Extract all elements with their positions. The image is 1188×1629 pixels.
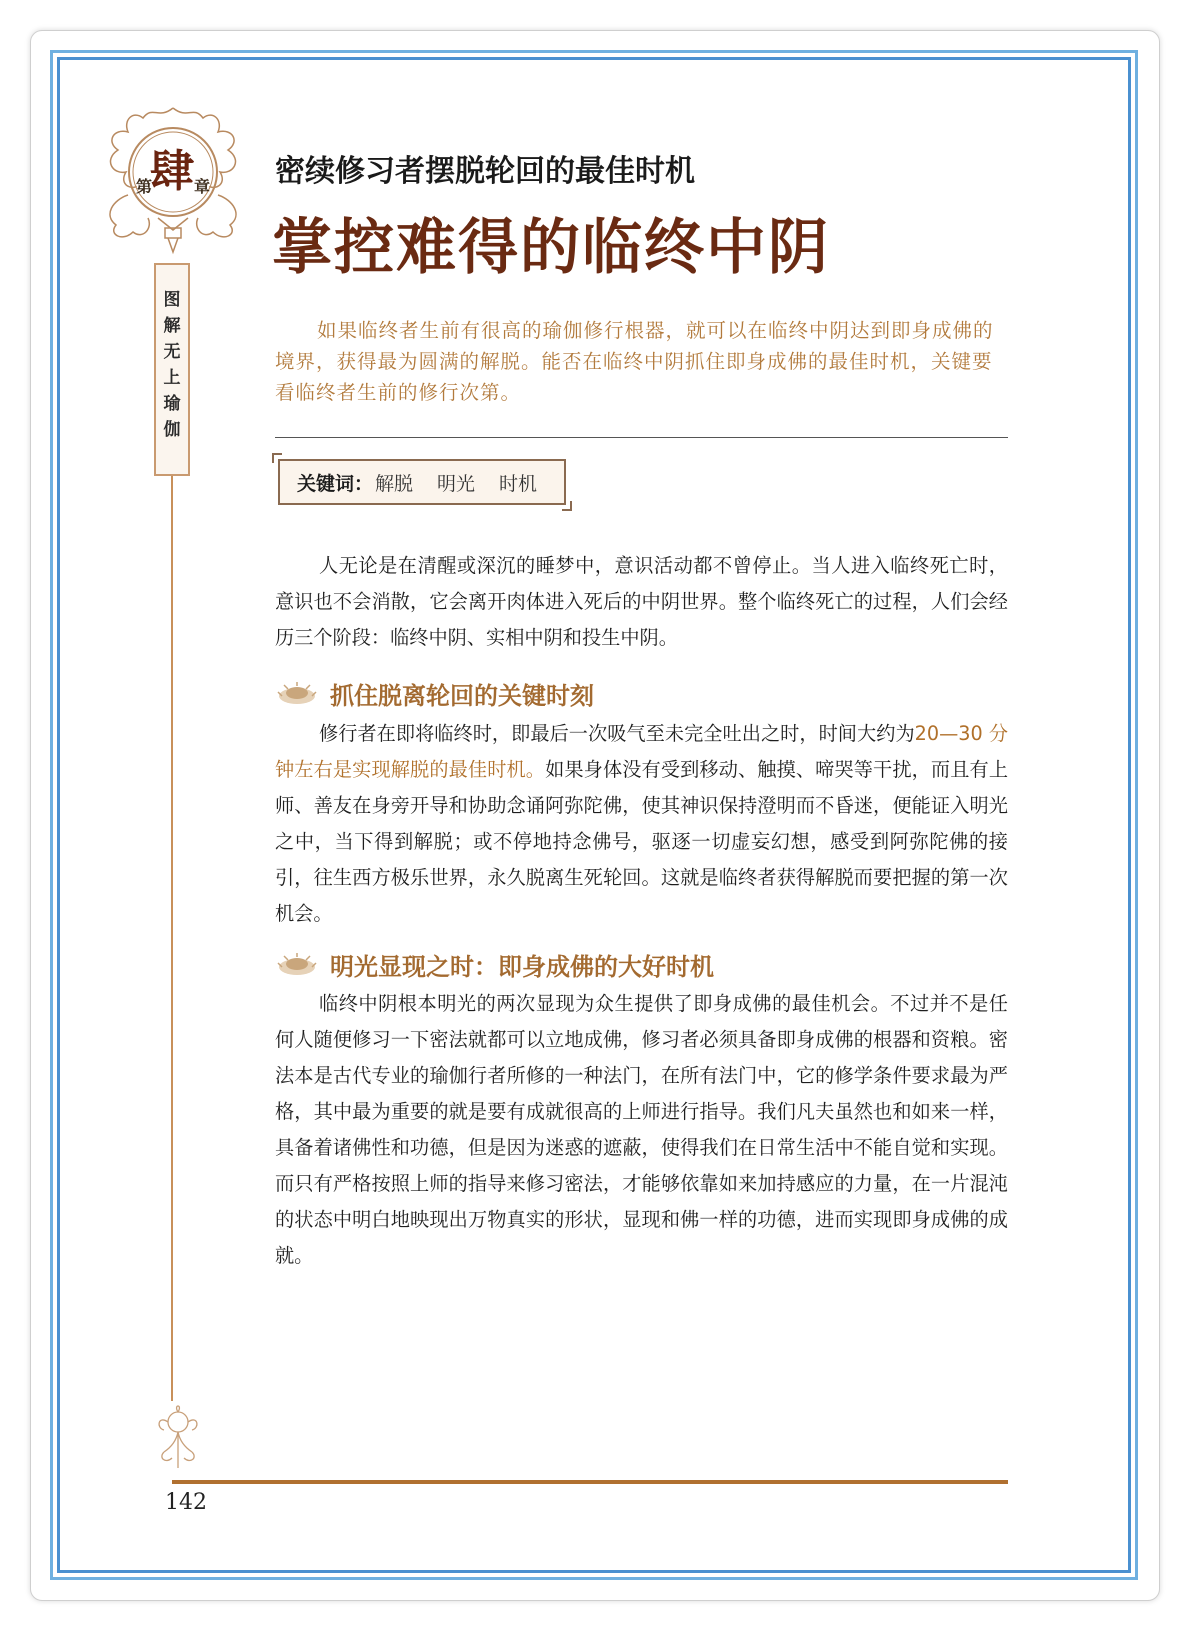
page-subtitle: 密续修习者摆脱轮回的最佳时机: [275, 154, 695, 189]
intro-paragraph: 如果临终者生前有很高的瑜伽修行根器，就可以在临终中阴达到即身成佛的境界，获得最为圆满的解脱。能否在临终中阴抓住即身成佛的最佳时机，关键要看临终者生前的修行次第。: [275, 319, 994, 404]
divider: [275, 437, 1008, 438]
section1-text-after: 如果身体没有受到移动、触摸、啼哭等干扰，而且有上师、善友在身旁开导和协助念诵阿弥陀佛，使其神识保持澄明而不昏迷，便能证入明光之中，当下得到解脱；或不停地持念佛号，驱逐一切虚妄幻想，感受到阿弥陀佛的接引，往生西方极乐世界，永久脱离生死轮回。这就是临终者获得解脱而要把握的第一次机会。: [275, 758, 1009, 925]
keyword-item: 解脱: [375, 473, 414, 495]
keywords-label: 关键词：: [297, 473, 374, 495]
chapter-prefix: 第: [136, 177, 153, 196]
side-label: [160, 287, 184, 443]
side-label-char: 图: [163, 290, 181, 310]
section1-highlight: 20—30 分钟左右是实现解脱的最佳时机。: [275, 722, 1009, 781]
side-label-char: 伽: [163, 420, 181, 440]
body-paragraph-1: 人无论是在清醒或深沉的睡梦中，意识活动都不曾停止。当人进入临终死亡时，意识也不会消散，它会离开肉体进入死后的中阴世界。整个临终死亡的过程，人们会经历三个阶段：临终中阴、实相中阴和投生中阴。: [275, 554, 1008, 649]
side-vertical-line: [171, 476, 173, 1401]
section-heading-1: 抓住脱离轮回的关键时刻: [330, 682, 594, 710]
body-paragraph-3: 临终中阴根本明光的两次显现为众生提供了即身成佛的最佳机会。不过并不是任何人随便修习一下密法就都可以立地成佛，修习者必须具备即身成佛的根器和资粮。密法本是古代专业的瑜伽行者所修的一种法门，在所有法门中，它的修学条件要求最为严格，其中最为重要的就是要有成就很高的上师进行指导。我们凡夫虽然也和如来一样，具备着诸佛性和功德，但是因为迷惑的遮蔽，使得我们在日常生活中不能自觉和实现。而只有严格按照上师的指导来修习密法，才能够依靠如来加持感应的力量，在一片混沌的状态中明白地映现出万物真实的形状，显现和佛一样的功德，进而实现即身成佛的成就。: [275, 992, 1008, 1267]
keyword-item: 明光: [437, 473, 476, 495]
side-label-char: 上: [163, 368, 181, 388]
page-number: 142: [165, 1490, 207, 1515]
keyword-item: 时机: [499, 473, 538, 495]
side-label-char: 瑜: [163, 394, 181, 414]
section1-text-before: 修行者在即将临终时，即最后一次吸气至未完全吐出之时，时间大约为: [319, 722, 915, 745]
footer-rule: [172, 1480, 1008, 1484]
flower-ornament-icon: [148, 1400, 208, 1470]
body-paragraph-2: [275, 716, 1008, 932]
lotus-icon: [276, 951, 318, 979]
section-heading-2: 明光显现之时：即身成佛的大好时机: [330, 953, 714, 981]
page-title: 掌控难得的临终中阴: [272, 213, 830, 283]
chapter-suffix: 章: [194, 177, 211, 196]
lotus-icon: [276, 680, 318, 708]
chapter-numeral: 肆: [150, 146, 194, 197]
side-label-char: 解: [163, 316, 181, 336]
side-label-char: 无: [163, 342, 181, 362]
